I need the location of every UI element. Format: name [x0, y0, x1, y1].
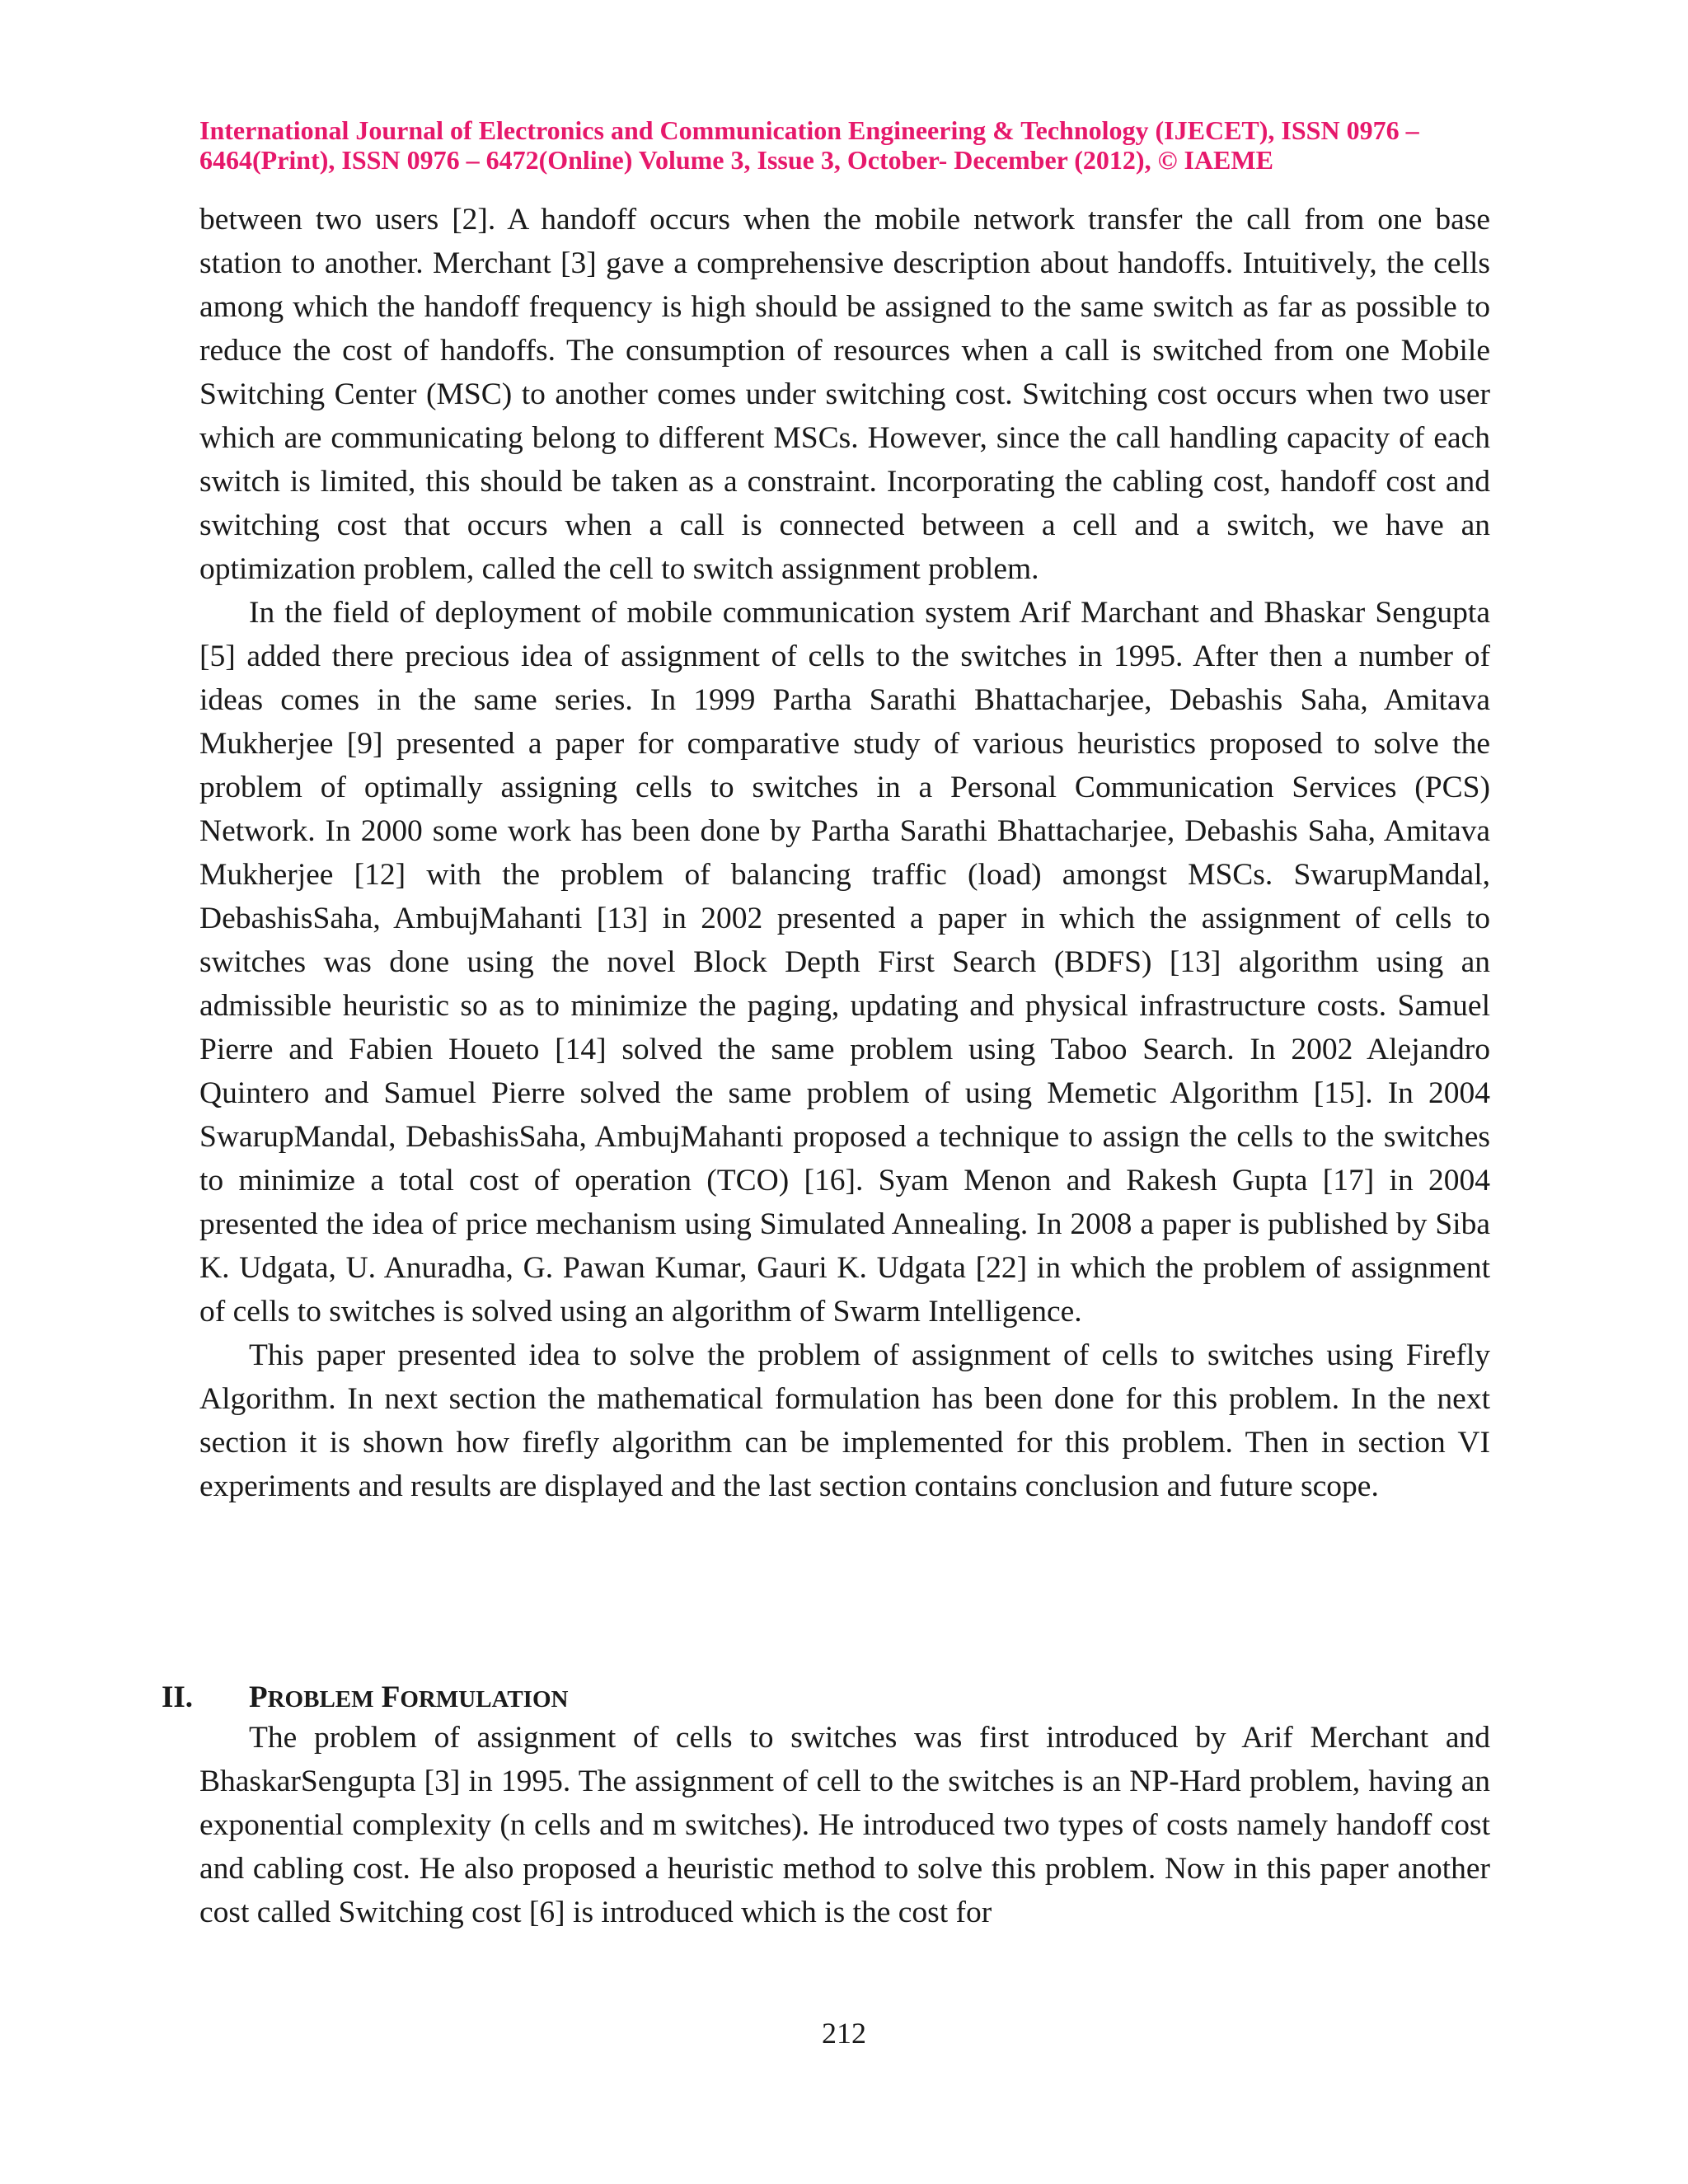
section-paragraph: The problem of assignment of cells to switches was first introduced by Arif Merchant and BhaskarSengupta [3] in 1995. The assignment of cell to the switches is an NP-Hard problem, having an exponential complexity (n cells and m switches). He introduced two types of costs namely handoff cost and cabling cost. He also proposed a heuristic method to solve this problem. Now in this paper another cost called Switching cost [6] is introduced which is the cost for [199, 1721, 1490, 1929]
journal-header-line-1: International Journal of Electronics and Communication Engineering & Technology (IJECET), ISSN 0976 – [199, 115, 1419, 145]
journal-header-line-2: 6464(Print), ISSN 0976 – 6472(Online) Volume 3, Issue 3, October- December (2012), © IAEME [199, 145, 1273, 175]
body-paragraph-2: In the field of deployment of mobile communication system Arif Marchant and Bhaskar Sengupta [5] added there precious idea of assignment of cells to the switches in 1995. After then a number of ideas comes in the same series. In 1999 Partha Sarathi Bhattacharjee, Debashis Saha, Amitava Mukherjee [9] presented a paper for comparative study of various heuristics proposed to solve the problem of optimally assigning cells to switches in a Personal Communication Services (PCS) Network. In 2000 some work has been done by Partha Sarathi Bhattacharjee, Debashis Saha, Amitava Mukherjee [12] with the problem of balancing traffic (load) amongst MSCs. SwarupMandal, DebashisSaha, AmbujMahanti [13] in 2002 presented a paper in which the assignment of cells to switches was done using the novel Block Depth First Search (BDFS) [13] algorithm using an admissible heuristic so as to minimize the paging, updating and physical infrastructure costs. Samuel Pierre and Fabien Houeto [14] solved the same problem using Taboo Search. In 2002 Alejandro Quintero and Samuel Pierre solved the same problem of using Memetic Algorithm [15]. In 2004 SwarupMandal, DebashisSaha, AmbujMahanti proposed a technique to assign the cells to the switches to minimize a total cost of operation (TCO) [16]. Syam Menon and Rakesh Gupta [17] in 2004 presented the idea of price mechanism using Simulated Annealing. In 2008 a paper is published by Siba K. Udgata, U. Anuradha, G. Pawan Kumar, Gauri K. Udgata [22] in which the problem of assignment of cells to switches is solved using an algorithm of Swarm Intelligence. [199, 596, 1490, 1329]
body-text [199, 198, 1490, 1508]
body-paragraph-1: between two users [2]. A handoff occurs when the mobile network transfer the call from one base station to another. Merchant [3] gave a comprehensive description about handoffs. Intuitively, the cells among which the handoff frequency is high should be assigned to the same switch as far as possible to reduce the cost of handoffs. The consumption of resources when a call is switched from one Mobile Switching Center (MSC) to another comes under switching cost. Switching cost occurs when two user which are communicating belong to different MSCs. However, since the call handling capacity of each switch is limited, this should be taken as a constraint. Incorporating the cabling cost, handoff cost and switching cost that occurs when a call is connected between a cell and a switch, we have an optimization problem, called the cell to switch assignment problem. [199, 203, 1490, 586]
body-paragraph-3: This paper presented idea to solve the problem of assignment of cells to switches using Firefly Algorithm. In next section the mathematical formulation has been done for this problem. In the next section it is shown how firefly algorithm can be implemented for this problem. Then in section VI experiments and results are displayed and the last section contains conclusion and future scope. [199, 1338, 1490, 1503]
section-title-rest-1: ROBLEM [267, 1686, 374, 1713]
section-heading [162, 1681, 568, 1716]
page-number: 212 [822, 2017, 866, 2050]
section-title-rest-2: ORMULATION [400, 1686, 569, 1713]
section-number: II. [162, 1680, 194, 1714]
section-title-initial-1: P [249, 1680, 268, 1714]
section-title-initial-2: F [381, 1680, 401, 1714]
section-text [199, 1716, 1490, 1934]
journal-header [199, 115, 1493, 175]
